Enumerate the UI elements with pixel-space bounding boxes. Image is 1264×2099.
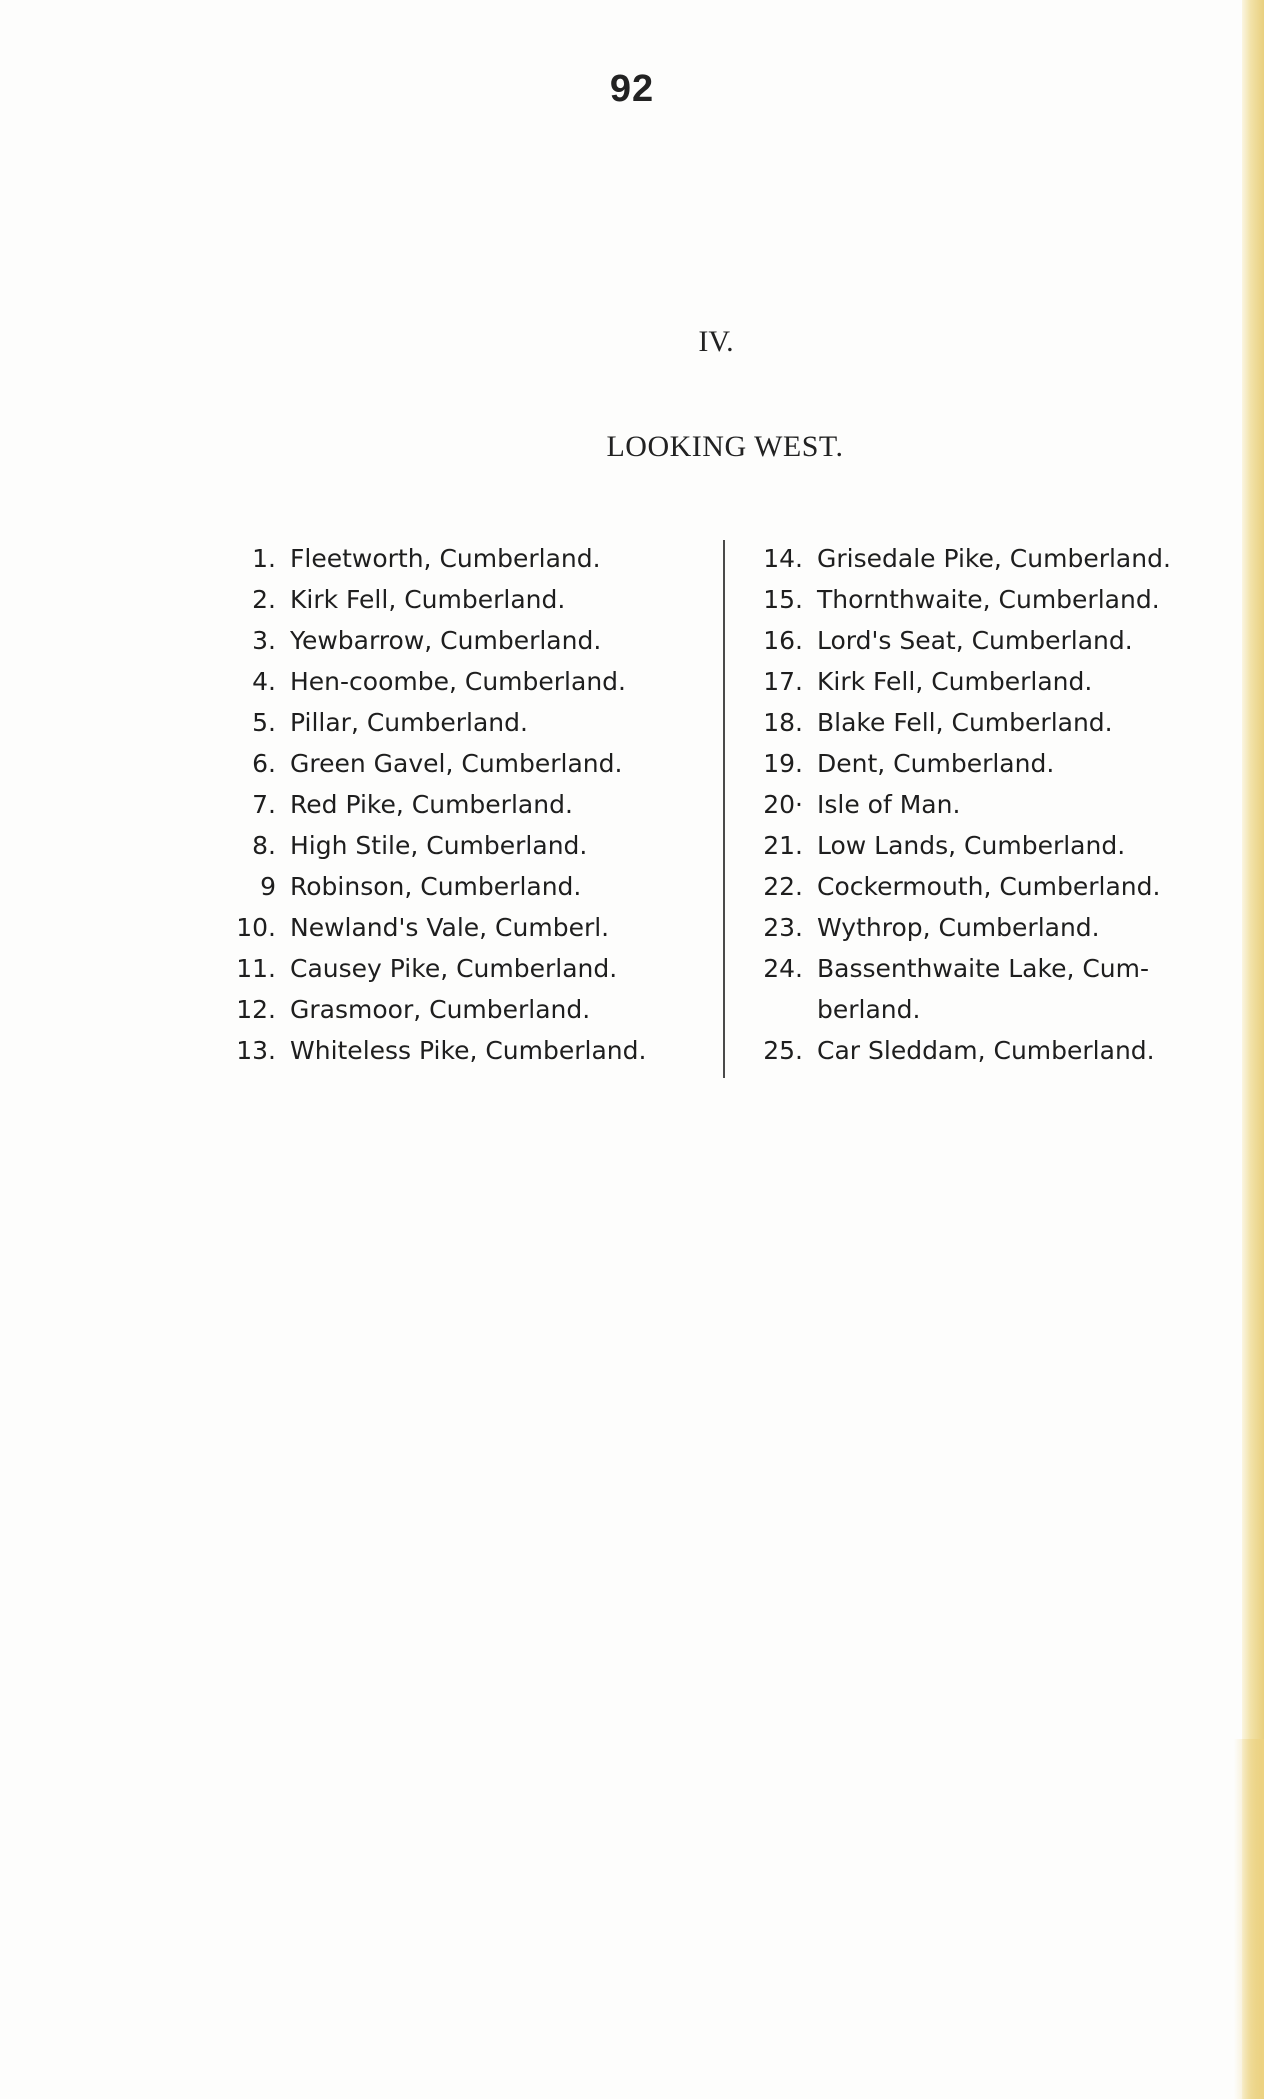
entry-number: 16. — [763, 626, 803, 655]
entry-number: 25. — [763, 1036, 803, 1065]
list-item — [220, 948, 720, 989]
entry-name: Lord's Seat, Cumberland. — [817, 626, 1133, 655]
entry-number: 13. — [236, 1036, 276, 1065]
entry-name: Causey Pike, Cumberland. — [290, 954, 618, 983]
page-edge-shadow — [1234, 1739, 1264, 2099]
entry-name: Newland's Vale, Cumberl. — [290, 913, 610, 942]
entry-name: Robinson, Cumberland. — [290, 872, 582, 901]
list-item — [747, 538, 1227, 579]
entry-number: 17. — [763, 667, 803, 696]
list-item — [220, 907, 720, 948]
entry-number: 8. — [252, 831, 276, 860]
entry-number: 19. — [763, 749, 803, 778]
right-column — [747, 538, 1227, 1071]
list-item — [747, 1030, 1227, 1071]
entry-name: Red Pike, Cumberland. — [290, 790, 573, 819]
list-item — [747, 661, 1227, 702]
entry-name: Hen-coombe, Cumberland. — [290, 667, 626, 696]
entry-number: 22. — [763, 872, 803, 901]
entry-name: Low Lands, Cumberland. — [817, 831, 1126, 860]
list-item — [220, 825, 720, 866]
section-numeral: IV. — [698, 325, 734, 358]
list-item — [220, 579, 720, 620]
list-item-continuation — [747, 989, 1227, 1030]
entry-name: Bassenthwaite Lake, Cum- — [817, 954, 1150, 983]
entry-number: 12. — [236, 995, 276, 1024]
entry-name-continuation: berland. — [817, 995, 921, 1024]
entry-name: Dent, Cumberland. — [817, 749, 1055, 778]
list-item — [747, 743, 1227, 784]
entry-number: 23. — [763, 913, 803, 942]
list-item — [220, 620, 720, 661]
entry-name: Kirk Fell, Cumberland. — [817, 667, 1093, 696]
list-item — [220, 1030, 720, 1071]
entry-number: 1. — [252, 544, 276, 573]
entry-name: Green Gavel, Cumberland. — [290, 749, 623, 778]
list-item — [747, 620, 1227, 661]
left-column — [220, 538, 720, 1071]
entry-name: Car Sleddam, Cumberland. — [817, 1036, 1155, 1065]
entry-number: 2. — [252, 585, 276, 614]
entry-name: Blake Fell, Cumberland. — [817, 708, 1113, 737]
entry-name: Pillar, Cumberland. — [290, 708, 528, 737]
entry-number: 21. — [763, 831, 803, 860]
list-item — [747, 784, 1227, 825]
list-item — [220, 866, 720, 907]
entry-number: 18. — [763, 708, 803, 737]
list-item — [747, 579, 1227, 620]
entry-number: 6. — [252, 749, 276, 778]
entry-name: High Stile, Cumberland. — [290, 831, 588, 860]
entry-name: Thornthwaite, Cumberland. — [817, 585, 1160, 614]
list-item — [747, 702, 1227, 743]
page-number: 92 — [609, 68, 655, 110]
list-item — [747, 948, 1227, 989]
entry-number: 4. — [252, 667, 276, 696]
column-divider — [723, 540, 725, 1078]
entry-number: 5. — [252, 708, 276, 737]
entry-name: Yewbarrow, Cumberland. — [290, 626, 602, 655]
entry-number: 20· — [763, 790, 803, 819]
entry-name: Fleetworth, Cumberland. — [290, 544, 601, 573]
entry-number: 14. — [763, 544, 803, 573]
list-item — [220, 989, 720, 1030]
list-item — [220, 784, 720, 825]
list-item — [747, 907, 1227, 948]
entry-number: 24. — [763, 954, 803, 983]
list-item — [220, 538, 720, 579]
entry-name: Kirk Fell, Cumberland. — [290, 585, 566, 614]
entry-number: 10. — [236, 913, 276, 942]
entry-number: 7. — [252, 790, 276, 819]
list-item — [747, 866, 1227, 907]
entry-name: Grisedale Pike, Cumberland. — [817, 544, 1171, 573]
entry-number: 11. — [236, 954, 276, 983]
section-title: LOOKING WEST. — [606, 430, 844, 463]
entry-name: Grasmoor, Cumberland. — [290, 995, 591, 1024]
entry-name: Isle of Man. — [817, 790, 961, 819]
list-item — [220, 702, 720, 743]
entry-number: 15. — [763, 585, 803, 614]
entry-number: 3. — [252, 626, 276, 655]
entry-name: Whiteless Pike, Cumberland. — [290, 1036, 647, 1065]
entry-number: 9 — [260, 872, 276, 901]
entry-name: Wythrop, Cumberland. — [817, 913, 1100, 942]
list-item — [220, 661, 720, 702]
list-item — [747, 825, 1227, 866]
entry-name: Cockermouth, Cumberland. — [817, 872, 1161, 901]
list-item — [220, 743, 720, 784]
